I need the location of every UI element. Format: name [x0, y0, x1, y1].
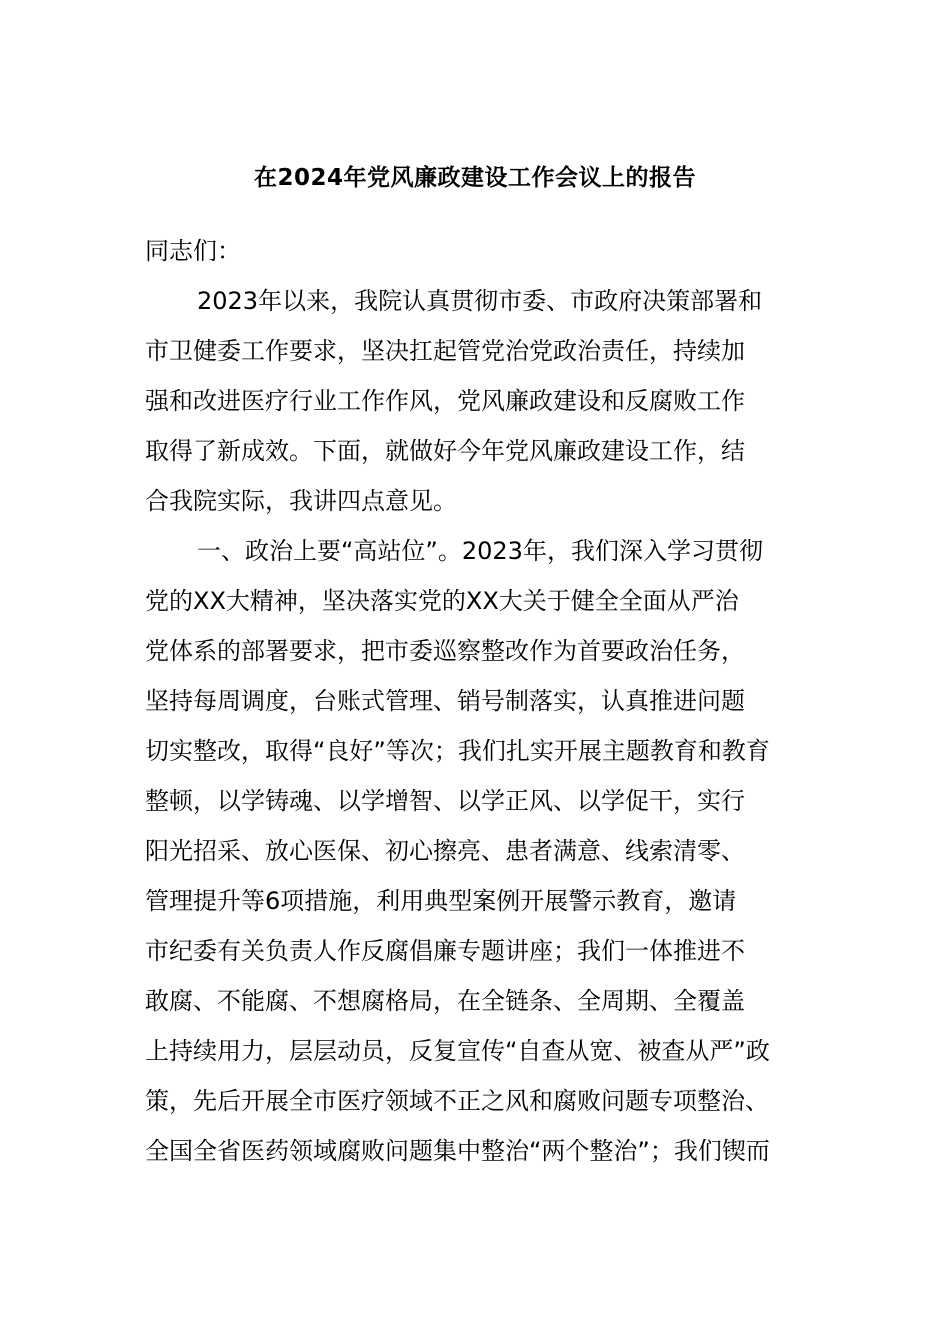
paragraph-line: 管理提升等6项措施，利用典型案例开展警示教育，邀请 [145, 887, 737, 915]
document-title: 在2024年党风廉政建设工作会议上的报告 [253, 165, 696, 191]
paragraph-line: 上持续用力，层层动员，反复宣传“自查从宽、被查从严”政 [145, 1037, 770, 1065]
paragraph-line: 敢腐、不能腐、不想腐格局，在全链条、全周期、全覆盖 [145, 987, 745, 1015]
paragraph-line: 市纪委有关负责人作反腐倡廉专题讲座；我们一体推进不 [145, 937, 745, 965]
paragraph-line: 党体系的部署要求，把市委巡察整改作为首要政治任务， [145, 637, 745, 665]
paragraph-line: 全国全省医药领域腐败问题集中整治“两个整治”；我们锲而 [145, 1137, 770, 1165]
paragraph-line: 合我院实际，我讲四点意见。 [145, 487, 457, 515]
paragraph-line: 阳光招采、放心医保、初心擦亮、患者满意、线索清零、 [145, 837, 745, 865]
paragraph-line: 2023年以来，我院认真贯彻市委、市政府决策部署和 [197, 287, 763, 315]
paragraph-line: 坚持每周调度，台账式管理、销号制落实，认真推进问题 [145, 687, 745, 715]
paragraph-line: 一、政治上要“高站位”。2023年，我们深入学习贯彻 [197, 537, 763, 565]
paragraph-line: 市卫健委工作要求，坚决扛起管党治党政治责任，持续加 [145, 337, 745, 365]
paragraph-line: 切实整改，取得“良好”等次；我们扎实开展主题教育和教育 [145, 737, 770, 765]
salutation-line: 同志们： [145, 237, 241, 265]
document-body [145, 226, 805, 1176]
paragraph-line: 强和改进医疗行业工作作风，党风廉政建设和反腐败工作 [145, 387, 745, 415]
paragraph-line: 策，先后开展全市医疗领域不正之风和腐败问题专项整治、 [145, 1087, 769, 1115]
paragraph-line: 党的XX大精神，坚决落实党的XX大关于健全全面从严治 [145, 587, 739, 615]
paragraph-line: 取得了新成效。下面，就做好今年党风廉政建设工作，结 [145, 437, 745, 465]
paragraph-line: 整顿，以学铸魂、以学增智、以学正风、以学促干，实行 [145, 787, 745, 815]
